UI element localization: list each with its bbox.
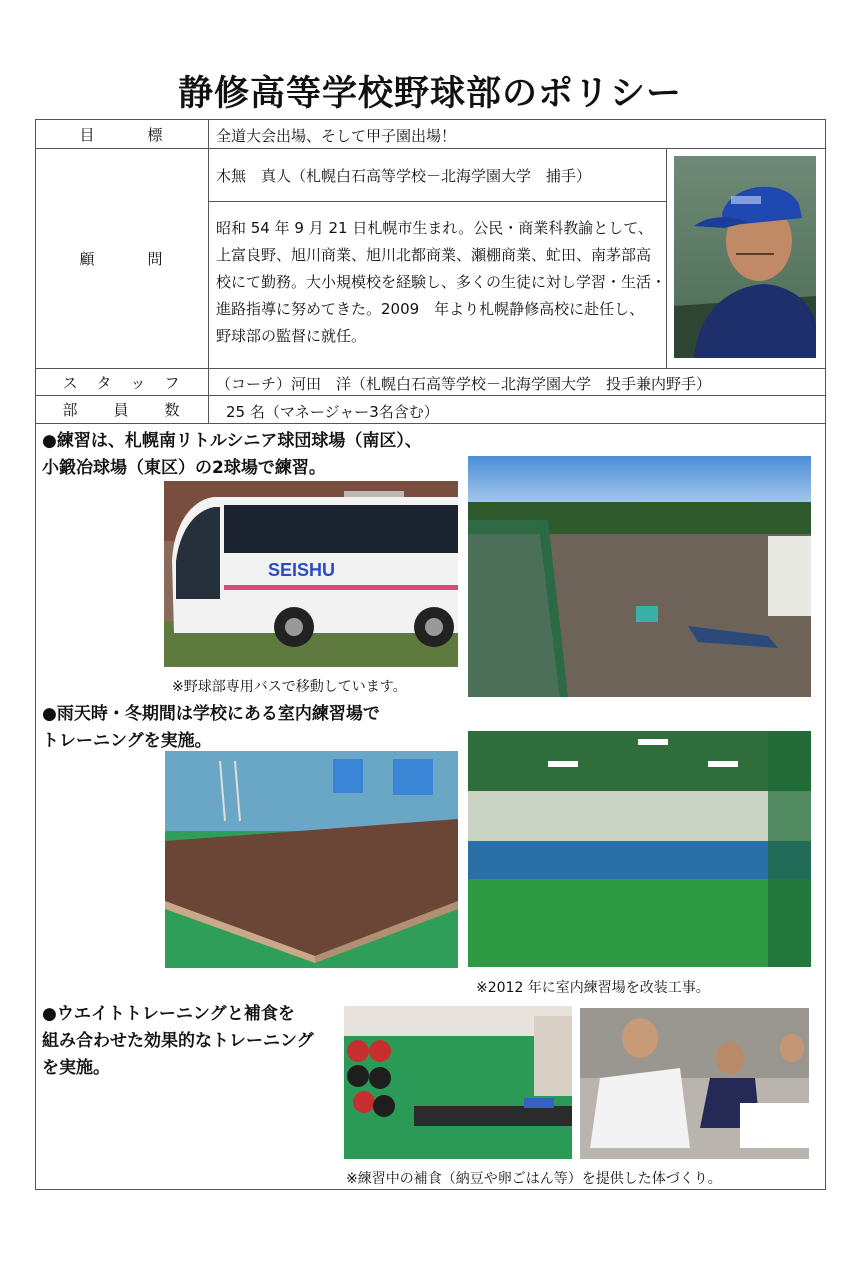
bus-caption: ※野球部専用バスで移動しています。 bbox=[172, 679, 407, 695]
goal-label: 目 標 bbox=[36, 120, 209, 148]
members-row bbox=[35, 395, 826, 424]
goal-row bbox=[35, 119, 826, 148]
members-value: 25 名（マネージャー3名含む） bbox=[226, 403, 439, 421]
page-title: 静修高等学校野球部のポリシー bbox=[177, 74, 682, 114]
section-weight-text bbox=[42, 1001, 314, 1082]
section-practice-text bbox=[42, 428, 422, 482]
section-line: を実施。 bbox=[42, 1058, 110, 1078]
goal-value: 全道大会出場、そして甲子園出場！ bbox=[216, 127, 457, 145]
bio-line: 野球部の監督に就任。 bbox=[216, 327, 367, 345]
indoor-caption: ※2012 年に室内練習場を改装工事。 bbox=[476, 980, 710, 996]
section-line: トレーニングを実施。 bbox=[42, 731, 212, 751]
field-photo bbox=[468, 456, 811, 697]
advisor-photo bbox=[674, 156, 816, 358]
indoor-hall-photo bbox=[468, 731, 811, 967]
bio-line: 校にて勤務。大小規模校を経験し、多くの生徒に対し学習・生活・ bbox=[216, 273, 667, 291]
advisor-bio-cell bbox=[208, 201, 666, 369]
bus-logo: SEISHU bbox=[268, 560, 336, 580]
staff-value: （コーチ）河田 洋（札幌白石高等学校－北海学園大学 投手兼内野手） bbox=[216, 375, 712, 393]
section-line: ●練習は、札幌南リトルシニア球団球場（南区）、 bbox=[42, 431, 422, 451]
staff-label: ス タ ッ フ bbox=[36, 369, 209, 395]
section-line: 小鍛冶球場（東区）の2球場で練習。 bbox=[42, 458, 326, 478]
section-line: 組み合わせた効果的なトレーニング bbox=[42, 1031, 314, 1051]
advisor-name-cell bbox=[208, 149, 666, 202]
meal-photo bbox=[580, 1008, 809, 1159]
indoor-mound-photo bbox=[165, 751, 458, 968]
staff-row bbox=[35, 368, 826, 395]
section-line: ●ウエイトトレーニングと補食を bbox=[42, 1004, 295, 1024]
bio-line: 上富良野、旭川商業、旭川北都商業、瀬棚商業、虻田、南茅部高 bbox=[216, 246, 652, 264]
advisor-bio bbox=[216, 215, 666, 350]
bio-line: 昭和 54 年 9 月 21 日札幌市生まれ。公民・商業科教諭として、 bbox=[216, 219, 653, 237]
meal-caption: ※練習中の補食（納豆や卵ごはん等）を提供した体づくり。 bbox=[346, 1171, 722, 1187]
bio-line: 進路指導に努めてきた。2009 年より札幌静修高校に赴任し、 bbox=[216, 300, 645, 318]
weight-room-photo bbox=[344, 1006, 572, 1159]
advisor-name: 木無 真人（札幌白石高等学校－北海学園大学 捕手） bbox=[216, 167, 592, 185]
section-indoor-text bbox=[42, 701, 380, 755]
members-label: 部 員 数 bbox=[36, 396, 209, 423]
section-line: ●雨天時・冬期間は学校にある室内練習場で bbox=[42, 704, 380, 724]
advisor-label: 顧 問 bbox=[36, 149, 209, 368]
bus-photo bbox=[164, 481, 458, 667]
